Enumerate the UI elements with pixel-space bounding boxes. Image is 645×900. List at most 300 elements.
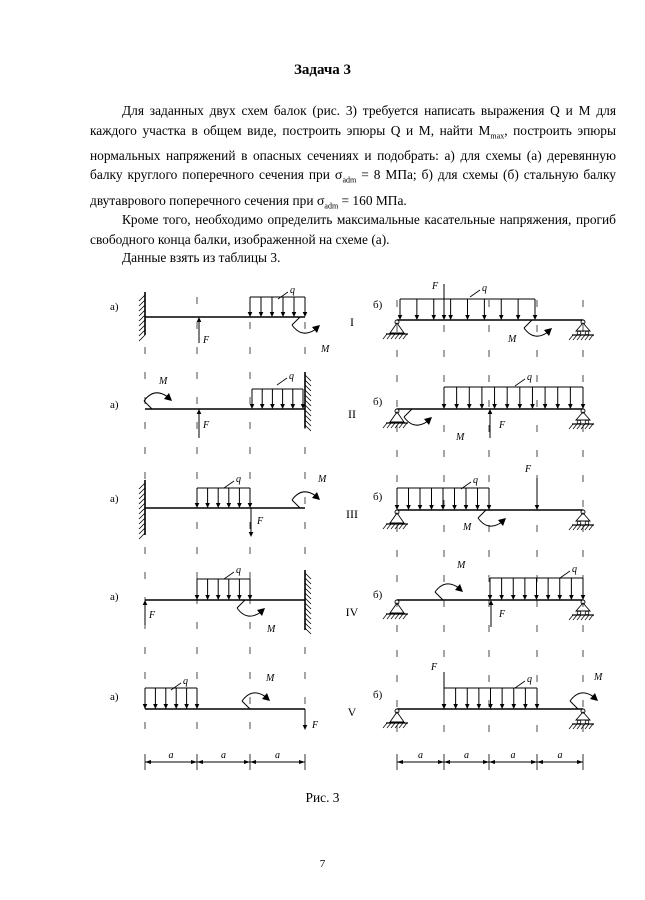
wall-hatch xyxy=(139,325,145,331)
moment-stem xyxy=(524,320,532,328)
load-q-label: q xyxy=(236,474,241,485)
roman-numeral-1: I xyxy=(350,315,354,329)
wall-hatch xyxy=(139,498,145,504)
distributed-load-arrow-head xyxy=(557,595,562,600)
distributed-load-arrow-head xyxy=(448,315,453,320)
roller-wheel xyxy=(585,521,589,525)
ground-hatch xyxy=(391,334,395,339)
moment-arc xyxy=(570,693,594,701)
moment-stem xyxy=(242,701,250,709)
distributed-load-arrow-head xyxy=(511,704,516,709)
distributed-load-arrow-head xyxy=(518,404,523,409)
wall-hatch xyxy=(305,375,311,381)
wall-hatch xyxy=(305,390,311,396)
ground-hatch xyxy=(577,424,581,429)
distributed-load-arrow-head xyxy=(280,404,285,409)
moment-stem xyxy=(404,409,412,417)
force-F-arrow-head xyxy=(143,600,148,605)
dimension-a-label: a xyxy=(275,750,280,761)
ground-hatch xyxy=(403,723,407,728)
distributed-load-arrow-head xyxy=(475,505,480,510)
ground-hatch xyxy=(573,335,577,340)
force-F-small-head xyxy=(249,532,254,537)
distributed-load-arrow-head xyxy=(546,595,551,600)
wall-hatch xyxy=(139,330,145,336)
scheme-b-label: б) xyxy=(373,689,383,701)
wall-hatch xyxy=(305,578,311,584)
ground-hatch xyxy=(391,524,395,529)
wall-hatch xyxy=(139,300,145,306)
distributed-load-arrow-head xyxy=(480,404,485,409)
figure-caption: Рис. 3 xyxy=(305,790,340,805)
distributed-load-arrow-head xyxy=(153,704,158,709)
dimension-a-label: a xyxy=(221,750,226,761)
moment-label: M xyxy=(318,474,327,485)
dimension-arrowhead xyxy=(489,760,495,764)
ground-hatch xyxy=(403,524,407,529)
ground-hatch xyxy=(585,335,589,340)
force-F-label: F xyxy=(525,464,532,475)
moment-arrowhead xyxy=(424,417,432,425)
roman-numeral-5: V xyxy=(347,705,357,719)
dimension-a-label: a xyxy=(168,750,174,761)
wall-hatch xyxy=(305,618,311,624)
wall-hatch xyxy=(305,623,311,629)
wall-hatch xyxy=(305,628,311,634)
ground-hatch xyxy=(395,614,399,619)
ground-hatch xyxy=(383,423,387,428)
moment-arc xyxy=(524,328,548,336)
ground-hatch xyxy=(391,614,395,619)
force-F-arrow-head xyxy=(442,315,447,320)
roller-wheel xyxy=(577,331,581,335)
force-F-arrow-head xyxy=(197,317,202,322)
dimension-arrowhead xyxy=(299,760,305,764)
ground-hatch xyxy=(569,615,573,620)
ground-hatch xyxy=(399,524,403,529)
dimension-arrowhead xyxy=(438,760,444,764)
wall-hatch xyxy=(305,593,311,599)
force-F-label: F xyxy=(431,662,438,673)
distributed-load-arrow-head xyxy=(533,315,538,320)
moment-arrowhead xyxy=(590,693,598,701)
distributed-load-arrow-head xyxy=(429,505,434,510)
moment-stem xyxy=(570,701,578,709)
force-F-arrow-head xyxy=(303,725,308,730)
ground-hatch xyxy=(387,524,391,529)
moment-arc xyxy=(242,693,266,701)
moment-stem xyxy=(478,510,486,518)
distributed-load-arrow-head xyxy=(237,595,242,600)
ground-hatch xyxy=(399,723,403,728)
load-q-label: q xyxy=(289,371,294,382)
load-q-label: q xyxy=(290,285,295,296)
scheme-a-label: а) xyxy=(110,399,119,411)
ground-hatch xyxy=(585,424,589,429)
distributed-load-arrow-head xyxy=(477,704,482,709)
distributed-load-arrow-head xyxy=(482,315,487,320)
dimension-a-label: a xyxy=(557,750,563,761)
distributed-load-arrow-head xyxy=(237,503,242,508)
distributed-load-arrow-head xyxy=(534,595,539,600)
scheme-b-label: б) xyxy=(373,491,383,503)
dimension-arrowhead xyxy=(537,760,543,764)
moment-arc xyxy=(478,518,502,526)
load-q-label: q xyxy=(527,372,532,383)
load-q-leader xyxy=(560,571,570,578)
scheme-a-label: а) xyxy=(110,493,119,505)
distributed-load-arrow-head xyxy=(543,404,548,409)
wall-hatch xyxy=(305,573,311,579)
wall-hatch xyxy=(305,598,311,604)
distributed-load-arrow-head xyxy=(164,704,169,709)
force-F-label: F xyxy=(499,420,506,431)
moment-stem xyxy=(292,317,300,325)
wall-hatch xyxy=(305,405,311,411)
wall-hatch xyxy=(305,410,311,416)
ground-hatch xyxy=(383,614,387,619)
distributed-load-arrow-head xyxy=(195,704,200,709)
wall-hatch xyxy=(139,305,145,311)
scheme-a-label: а) xyxy=(110,301,119,313)
dimension-arrowhead xyxy=(577,760,583,764)
wall-hatch xyxy=(305,415,311,421)
roller-wheel xyxy=(585,720,589,724)
ground-hatch xyxy=(399,614,403,619)
distributed-load-arrow-head xyxy=(523,595,528,600)
distributed-load-arrow-head xyxy=(441,505,446,510)
distributed-load-arrow-head xyxy=(248,312,253,317)
dimension-arrowhead xyxy=(244,760,250,764)
moment-arrowhead xyxy=(257,608,265,616)
wall-hatch xyxy=(305,608,311,614)
distributed-load-arrow-head xyxy=(516,315,521,320)
wall-hatch xyxy=(305,583,311,589)
scheme-a-label: а) xyxy=(110,691,119,703)
ground-hatch xyxy=(581,615,585,620)
page-number: 7 xyxy=(319,858,326,870)
moment-arc xyxy=(292,492,316,500)
distributed-load-arrow-head xyxy=(492,404,497,409)
moment-arc xyxy=(237,608,261,616)
wall-hatch xyxy=(305,385,311,391)
distributed-load-arrow-head xyxy=(227,503,232,508)
force-F-arrow-head xyxy=(489,600,494,605)
roller-wheel xyxy=(577,720,581,724)
pin-support-triangle xyxy=(390,412,404,422)
distributed-load-arrow-head xyxy=(581,595,586,600)
moment-arc xyxy=(435,584,459,592)
distributed-load-arrow-head xyxy=(406,505,411,510)
dimension-arrowhead xyxy=(191,760,197,764)
ground-hatch xyxy=(569,525,573,530)
dimension-arrowhead xyxy=(250,760,256,764)
moment-label: M xyxy=(463,522,472,533)
ground-hatch xyxy=(403,614,407,619)
distributed-load-arrow-head xyxy=(581,404,586,409)
ground-hatch xyxy=(387,423,391,428)
ground-hatch xyxy=(585,525,589,530)
distributed-load-arrow-head xyxy=(467,404,472,409)
dimension-arrowhead xyxy=(444,760,450,764)
wall-hatch xyxy=(139,315,145,321)
wall-hatch xyxy=(139,335,145,341)
distributed-load-arrow-head xyxy=(452,505,457,510)
distributed-load-arrow-head xyxy=(415,315,420,320)
ground-hatch xyxy=(577,335,581,340)
distributed-load-arrow-head xyxy=(499,595,504,600)
distributed-load-arrow-head xyxy=(291,404,296,409)
moment-arrowhead xyxy=(262,693,270,701)
ground-hatch xyxy=(387,614,391,619)
dimension-arrowhead xyxy=(145,760,151,764)
pin-support-triangle xyxy=(390,513,404,523)
distributed-load-arrow-head xyxy=(418,505,423,510)
additional-requirements: Кроме того, необходимо определить максимальные касательные напряжения, прогиб свободного конца балки, изображенной на схеме (а). xyxy=(90,212,616,247)
dimension-arrowhead xyxy=(531,760,537,764)
wall-hatch xyxy=(139,320,145,326)
moment-arc xyxy=(144,393,168,401)
distributed-load-arrow-head xyxy=(216,503,221,508)
distributed-load-arrow-head xyxy=(568,404,573,409)
ground-hatch xyxy=(569,724,573,729)
roller-wheel xyxy=(585,611,589,615)
wall-hatch xyxy=(305,400,311,406)
wall-hatch xyxy=(139,518,145,524)
dimension-arrowhead xyxy=(197,760,203,764)
distributed-load-arrow-head xyxy=(453,704,458,709)
wall-hatch xyxy=(139,488,145,494)
distributed-load-arrow-head xyxy=(184,704,189,709)
ground-hatch xyxy=(569,424,573,429)
distributed-load-arrow-head xyxy=(248,595,253,600)
roller-wheel xyxy=(585,420,589,424)
distributed-load-arrow-head xyxy=(569,595,574,600)
ground-hatch xyxy=(391,423,395,428)
distributed-load-arrow-head xyxy=(195,595,200,600)
ground-hatch xyxy=(403,423,407,428)
load-q-label: q xyxy=(473,475,478,486)
wall-hatch xyxy=(305,380,311,386)
ground-hatch xyxy=(569,335,573,340)
scheme-b-label: б) xyxy=(373,299,383,311)
moment-arrowhead xyxy=(312,492,320,500)
wall-hatch xyxy=(305,603,311,609)
ground-hatch xyxy=(387,723,391,728)
ground-hatch xyxy=(581,335,585,340)
distributed-load-arrow-head xyxy=(465,704,470,709)
wall-hatch xyxy=(139,295,145,301)
ground-hatch xyxy=(577,724,581,729)
load-q-label: q xyxy=(482,283,487,294)
ground-hatch xyxy=(577,525,581,530)
moment-arrowhead xyxy=(498,518,506,526)
roller-wheel xyxy=(577,521,581,525)
load-q-label: q xyxy=(183,676,188,687)
pin-support-triangle xyxy=(390,712,404,722)
force-F-arrow-head xyxy=(442,704,447,709)
ground-hatch xyxy=(589,724,593,729)
distributed-load-arrow-head xyxy=(303,312,308,317)
data-source-note: Данные взять из таблицы 3. xyxy=(122,250,281,265)
moment-stem xyxy=(435,592,443,600)
wall-hatch xyxy=(305,425,311,431)
distributed-load-arrow-head xyxy=(499,315,504,320)
problem-title: Задача 3 xyxy=(293,62,352,78)
moment-stem xyxy=(292,500,300,508)
load-q-leader xyxy=(277,378,287,385)
dimension-a-label: a xyxy=(418,750,423,761)
wall-hatch xyxy=(139,533,145,539)
force-F-label: F xyxy=(203,335,210,346)
load-q-leader xyxy=(515,379,525,386)
force-F-label: F xyxy=(432,281,439,292)
scheme-a-label: а) xyxy=(110,591,119,603)
ground-hatch xyxy=(383,334,387,339)
moment-label: M xyxy=(594,672,603,683)
ground-hatch xyxy=(399,423,403,428)
distributed-load-arrow-head xyxy=(442,404,447,409)
roller-wheel xyxy=(577,611,581,615)
moment-arrowhead xyxy=(312,325,320,333)
force-F-label: F xyxy=(312,720,319,731)
moment-label: M xyxy=(159,376,168,387)
dimension-arrowhead xyxy=(483,760,489,764)
load-q-leader xyxy=(515,681,525,688)
problem-statement: Для заданных двух схем балок (рис. 3) требуется написать выражения Q и M для каждого участка в общем виде, построить эпюры Q и M, найти $M_{max}$, построить эпюры нормальных напряжений в опасных сечениях и подобрать: а) для схемы (а) деревянную балку круглого поперечного сечения при $\sigma_{adm} = 8$ МПа; б) для схемы (б) стальную балку двутаврового поперечного сечения при $\sigma_{adm} = 160$ МПа. xyxy=(90,103,616,211)
scheme-b-label: б) xyxy=(373,589,383,601)
ground-hatch xyxy=(589,424,593,429)
distributed-load-arrow-head xyxy=(500,704,505,709)
moment-arrowhead xyxy=(164,393,172,401)
moment-arc xyxy=(404,417,428,425)
wall-hatch xyxy=(139,493,145,499)
distributed-load-arrow-head xyxy=(465,315,470,320)
ground-hatch xyxy=(577,615,581,620)
ground-hatch xyxy=(403,334,407,339)
wall-hatch xyxy=(139,483,145,489)
force-F-arrow-head xyxy=(535,505,540,510)
dimension-a-label: a xyxy=(510,750,516,761)
moment-arrowhead xyxy=(544,328,552,336)
dimension-a-label: a xyxy=(464,750,469,761)
distributed-load-arrow-head xyxy=(535,704,540,709)
wall-hatch xyxy=(139,528,145,534)
wall-hatch xyxy=(139,310,145,316)
ground-hatch xyxy=(573,424,577,429)
ground-hatch xyxy=(399,334,403,339)
moment-stem xyxy=(144,401,152,409)
distributed-load-arrow-head xyxy=(250,404,255,409)
roman-numeral-2: II xyxy=(348,407,356,421)
distributed-load-arrow-head xyxy=(555,404,560,409)
wall-hatch xyxy=(305,395,311,401)
scheme-b-label: б) xyxy=(373,396,383,408)
distributed-load-arrow-head xyxy=(174,704,179,709)
force-F-arrow-head xyxy=(197,409,202,414)
distributed-load-arrow-head xyxy=(143,704,148,709)
distributed-load-arrow-head xyxy=(395,505,400,510)
ground-hatch xyxy=(589,525,593,530)
moment-stem xyxy=(237,600,245,608)
wall-hatch xyxy=(139,523,145,529)
distributed-load-arrow-head xyxy=(398,315,403,320)
ground-hatch xyxy=(585,724,589,729)
wall-hatch xyxy=(139,503,145,509)
distributed-load-arrow-head xyxy=(216,595,221,600)
load-q-label: q xyxy=(527,674,532,685)
distributed-load-arrow-head xyxy=(431,315,436,320)
distributed-load-arrow-head xyxy=(195,503,200,508)
distributed-load-arrow-head xyxy=(487,505,492,510)
load-q-leader xyxy=(224,481,234,488)
force-F-label: F xyxy=(203,420,210,431)
distributed-load-arrow-head xyxy=(205,595,210,600)
force-F-label: F xyxy=(499,609,506,620)
dimension-arrowhead xyxy=(397,760,403,764)
moment-arrowhead xyxy=(455,584,463,592)
load-q-leader xyxy=(224,572,234,579)
load-q-label: q xyxy=(236,565,241,576)
force-F-label: F xyxy=(257,516,264,527)
moment-label: M xyxy=(457,560,466,571)
wall-hatch xyxy=(305,613,311,619)
distributed-load-arrow-head xyxy=(270,312,275,317)
moment-label: M xyxy=(267,624,276,635)
ground-hatch xyxy=(383,524,387,529)
distributed-load-arrow-head xyxy=(227,595,232,600)
distributed-load-arrow-head xyxy=(464,505,469,510)
ground-hatch xyxy=(573,525,577,530)
distributed-load-arrow-head xyxy=(248,503,253,508)
ground-hatch xyxy=(395,334,399,339)
roman-numeral-4: IV xyxy=(345,605,359,619)
distributed-load-arrow-head xyxy=(505,404,510,409)
distributed-load-arrow-head xyxy=(523,704,528,709)
distributed-load-arrow-head xyxy=(530,404,535,409)
wall-hatch xyxy=(305,420,311,426)
distributed-load-arrow-head xyxy=(281,312,286,317)
wall-hatch xyxy=(139,513,145,519)
roller-wheel xyxy=(585,331,589,335)
moment-label: M xyxy=(321,344,330,355)
wall-hatch xyxy=(305,588,311,594)
ground-hatch xyxy=(391,723,395,728)
roman-numeral-3: III xyxy=(346,507,358,521)
distributed-load-arrow-head xyxy=(488,595,493,600)
moment-label: M xyxy=(266,673,275,684)
moment-label: M xyxy=(456,432,465,443)
ground-hatch xyxy=(573,724,577,729)
distributed-load-arrow-head xyxy=(260,404,265,409)
distributed-load-arrow-head xyxy=(205,503,210,508)
distributed-load-arrow-head xyxy=(454,404,459,409)
ground-hatch xyxy=(589,335,593,340)
distributed-load-arrow-head xyxy=(292,312,297,317)
ground-hatch xyxy=(573,615,577,620)
distributed-load-arrow-head xyxy=(259,312,264,317)
ground-hatch xyxy=(585,615,589,620)
roller-wheel xyxy=(577,420,581,424)
load-q-label: q xyxy=(572,564,577,575)
distributed-load-arrow-head xyxy=(270,404,275,409)
load-q-leader xyxy=(470,290,480,297)
moment-arc xyxy=(292,325,316,333)
moment-label: M xyxy=(508,334,517,345)
ground-hatch xyxy=(383,723,387,728)
ground-hatch xyxy=(589,615,593,620)
ground-hatch xyxy=(387,334,391,339)
